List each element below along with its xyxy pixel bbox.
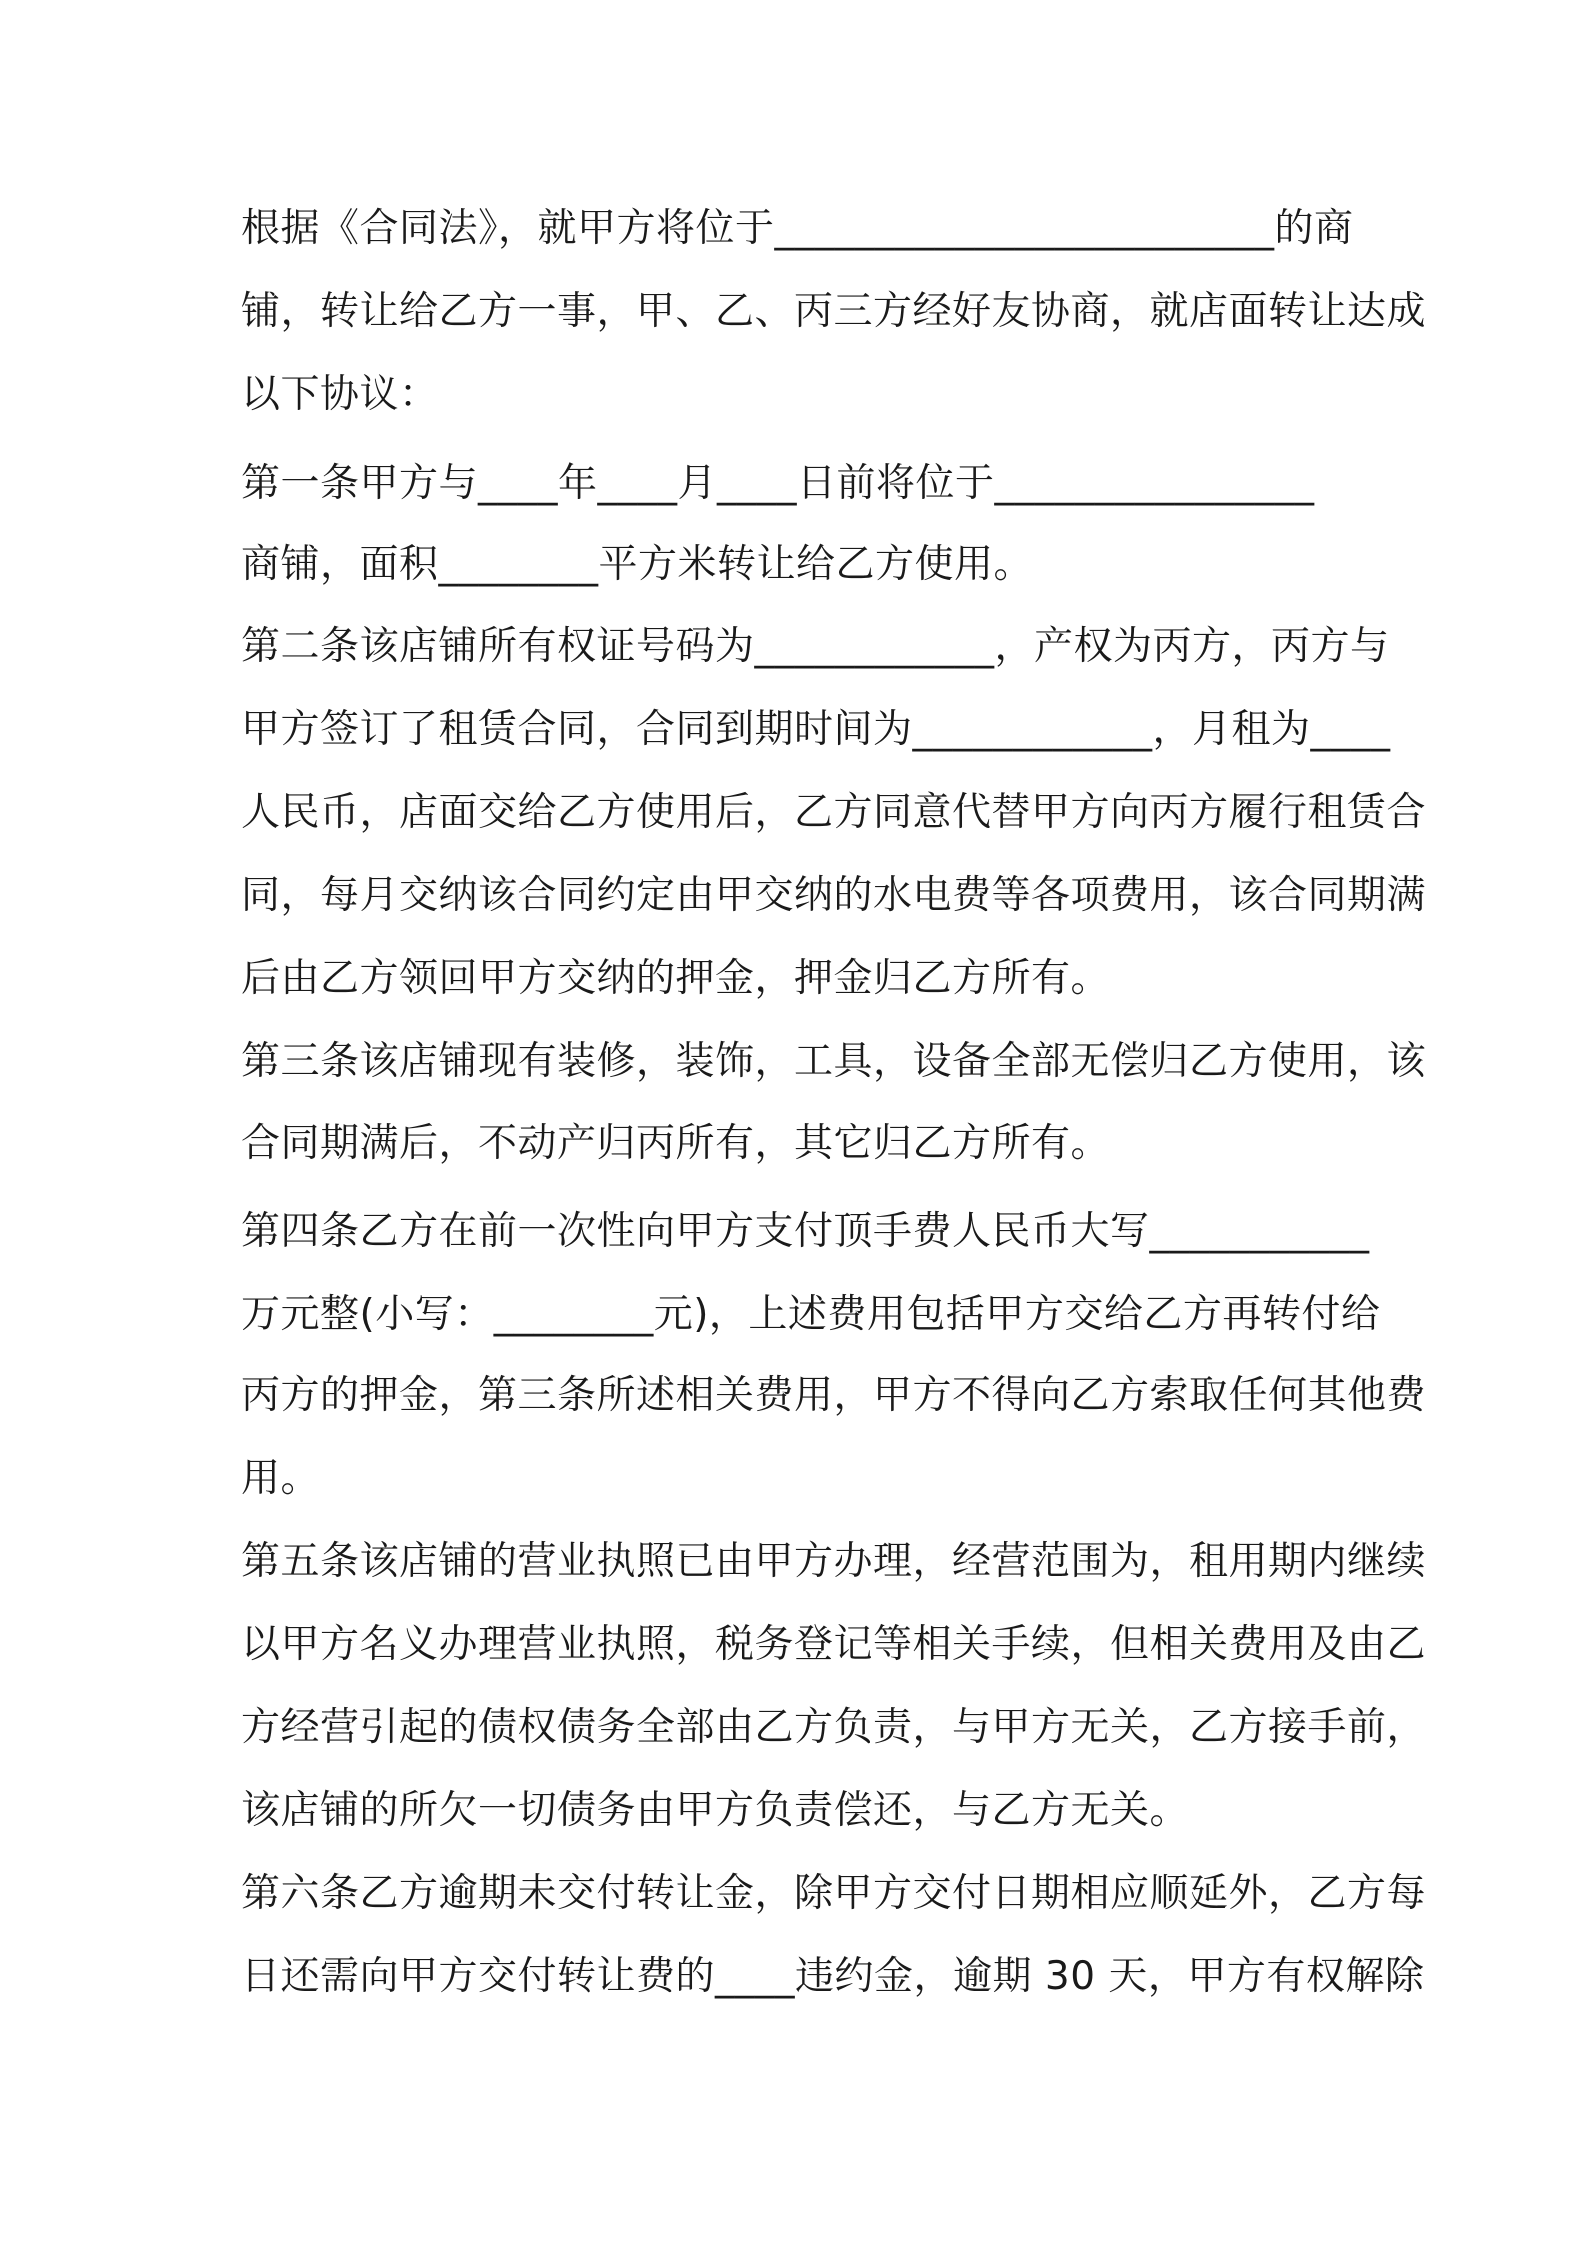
paragraph-line: 第三条该店铺现有装修，装饰，工具，设备全部无偿归乙方使用，该	[241, 1039, 1427, 1084]
paragraph-line: 用。	[241, 1456, 321, 1501]
paragraph-line: 以甲方名义办理营业执照，税务登记等相关手续，但相关费用及由乙	[241, 1622, 1427, 1667]
paragraph-line: 第二条该店铺所有权证号码为____________，产权为丙方，丙方与	[241, 624, 1390, 669]
paragraph-line: 商铺，面积________平方米转让给乙方使用。	[241, 542, 1034, 587]
paragraph-line: 第六条乙方逾期未交付转让金，除甲方交付日期相应顺延外，乙方每	[241, 1871, 1427, 1916]
paragraph-line: 以下协议：	[241, 372, 439, 417]
paragraph-line: 后由乙方领回甲方交纳的押金，押金归乙方所有。	[241, 956, 1111, 1001]
paragraph-line: 第四条乙方在前一次性向甲方支付顶手费人民币大写___________	[241, 1209, 1370, 1254]
paragraph-line: 人民币，店面交给乙方使用后，乙方同意代替甲方向丙方履行租赁合	[241, 790, 1427, 835]
paragraph-line: 同，每月交纳该合同约定由甲交纳的水电费等各项费用，该合同期满	[241, 873, 1427, 918]
paragraph-line: 甲方签订了租赁合同，合同到期时间为____________，月租为____	[241, 707, 1391, 752]
paragraph-line: 铺，转让给乙方一事，甲、乙、丙三方经好友协商，就店面转让达成	[241, 289, 1427, 334]
paragraph-line: 该店铺的所欠一切债务由甲方负责偿还，与乙方无关。	[241, 1788, 1190, 1833]
paragraph-line: 日还需向甲方交付转让费的____违约金，逾期 30 天，甲方有权解除	[241, 1954, 1425, 1999]
paragraph-line: 第一条甲方与____年____月____日前将位于________________	[241, 461, 1315, 506]
paragraph-line: 根据《合同法》，就甲方将位于_________________________的商	[241, 206, 1354, 251]
paragraph-line: 方经营引起的债权债务全部由乙方负责，与甲方无关，乙方接手前，	[241, 1705, 1427, 1750]
paragraph-line: 万元整(小写：________元)，上述费用包括甲方交给乙方再转付给	[241, 1292, 1381, 1337]
paragraph-line: 第五条该店铺的营业执照已由甲方办理，经营范围为，租用期内继续	[241, 1539, 1427, 1584]
paragraph-line: 合同期满后，不动产归丙所有，其它归乙方所有。	[241, 1121, 1111, 1166]
paragraph-line: 丙方的押金，第三条所述相关费用，甲方不得向乙方索取任何其他费	[241, 1373, 1427, 1418]
